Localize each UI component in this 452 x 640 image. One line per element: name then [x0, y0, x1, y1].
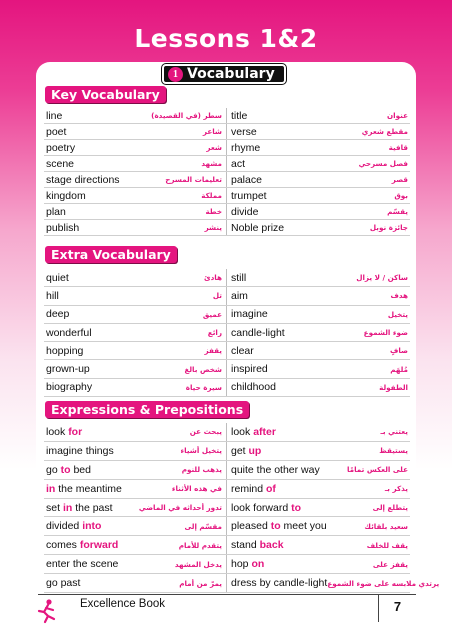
- english-term: line: [46, 109, 63, 122]
- arabic-translation: جائزة نوبل: [369, 223, 408, 232]
- table-row: [44, 287, 410, 305]
- arabic-translation: يتخيل: [387, 309, 408, 319]
- left-entry: [44, 287, 227, 304]
- expression-text: remind: [231, 482, 267, 495]
- left-entry: [44, 306, 227, 323]
- arabic-translation: هادئ: [204, 273, 222, 283]
- english-expression: [46, 539, 118, 551]
- expression-text: the meantime: [55, 482, 122, 495]
- table-row: [44, 172, 410, 188]
- arabic-translation: تعليمات المسرح: [165, 175, 222, 184]
- expression-text: pleased: [231, 520, 271, 533]
- arabic-translation: على العكس تمامًا: [346, 465, 408, 475]
- arabic-translation: تدور أحداثه في الماضي: [138, 503, 222, 512]
- right-entry: [227, 574, 440, 592]
- right-entry: [227, 220, 410, 235]
- preposition-highlight: in: [62, 501, 73, 514]
- arabic-translation: ضوء الشموع: [363, 328, 408, 338]
- preposition-highlight: to: [270, 520, 281, 533]
- right-entry: [227, 306, 410, 323]
- english-expression: [231, 464, 320, 476]
- right-entry: [227, 499, 410, 517]
- arabic-translation: فصل مسرحي: [358, 159, 408, 168]
- right-entry: [227, 269, 410, 286]
- left-entry: [44, 324, 227, 341]
- table-row: [44, 324, 410, 342]
- right-entry: [227, 124, 410, 139]
- english-expression: [46, 426, 82, 438]
- left-entry: [44, 156, 227, 171]
- table-row: [44, 574, 440, 593]
- english-expression: [231, 520, 327, 532]
- arabic-translation: رائع: [207, 328, 222, 338]
- preposition-highlight: for: [68, 425, 83, 438]
- english-term: poet: [46, 125, 67, 138]
- table-row: [44, 480, 410, 499]
- table-row: [44, 360, 410, 378]
- expression-text: divided: [46, 520, 83, 533]
- right-entry: [227, 360, 410, 377]
- english-expression: [46, 520, 101, 532]
- english-term: grown-up: [46, 363, 90, 376]
- expression-text: look: [46, 425, 69, 438]
- expression-text: look forward: [231, 501, 292, 514]
- table-row: [44, 306, 410, 324]
- left-entry: [44, 574, 227, 592]
- english-term: kingdom: [46, 189, 86, 202]
- arabic-translation: يتطلع إلى: [372, 503, 408, 512]
- english-expression: [46, 502, 113, 514]
- expression-text: dress by candle-light: [231, 577, 328, 590]
- expression-text: go: [46, 463, 61, 476]
- key-vocabulary-heading: Key Vocabulary: [45, 86, 166, 103]
- right-entry: [227, 108, 410, 123]
- table-row: [44, 108, 410, 124]
- right-entry: [227, 172, 410, 187]
- preposition-highlight: forward: [79, 539, 119, 552]
- right-entry: [227, 461, 410, 479]
- expression-text: look: [231, 425, 254, 438]
- english-expression: [231, 577, 327, 589]
- preposition-highlight: back: [259, 539, 284, 552]
- right-entry: [227, 536, 410, 554]
- vocabulary-banner: [162, 64, 286, 84]
- english-term: aim: [231, 289, 248, 302]
- expression-text: hop: [231, 558, 252, 571]
- table-row: [44, 269, 410, 287]
- table-row: [44, 156, 410, 172]
- left-entry: [44, 517, 227, 535]
- expression-text: meet you: [280, 520, 327, 533]
- arabic-translation: سيرة حياة: [185, 382, 222, 392]
- expression-text: imagine things: [46, 444, 114, 457]
- english-term: clear: [231, 344, 254, 357]
- left-entry: [44, 124, 227, 139]
- left-entry: [44, 461, 227, 479]
- arabic-translation: شخص بالغ: [184, 364, 222, 374]
- left-entry: [44, 108, 227, 123]
- english-term: quiet: [46, 271, 69, 284]
- key-vocabulary-table: [44, 108, 410, 236]
- table-row: [44, 220, 410, 236]
- left-entry: [44, 360, 227, 377]
- right-entry: [227, 555, 410, 573]
- english-expression: [231, 558, 264, 570]
- english-term: poetry: [46, 141, 76, 154]
- arabic-translation: يقسّم: [387, 207, 408, 216]
- arabic-translation: يمرّ من أمام: [179, 578, 222, 588]
- table-row: [44, 555, 410, 574]
- english-term: palace: [231, 173, 262, 186]
- arabic-translation: عميق: [202, 309, 222, 319]
- left-entry: [44, 220, 227, 235]
- table-row: [44, 499, 410, 518]
- arabic-translation: هدف: [390, 291, 408, 301]
- left-entry: [44, 423, 227, 441]
- english-term: publish: [46, 221, 80, 234]
- arabic-translation: يتقدم للأمام: [178, 540, 222, 550]
- arabic-translation: سطر (في القصيدة): [151, 111, 222, 120]
- left-entry: [44, 140, 227, 155]
- english-term: inspired: [231, 363, 268, 376]
- expression-text: comes: [46, 539, 80, 552]
- arabic-translation: تل: [212, 291, 222, 301]
- english-term: hopping: [46, 344, 84, 357]
- arabic-translation: في هذه الأثناء: [171, 484, 222, 494]
- english-term: scene: [46, 157, 75, 170]
- vocabulary-banner-label: Vocabulary: [187, 66, 275, 82]
- extra-vocabulary-heading: Extra Vocabulary: [45, 246, 177, 263]
- english-term: hill: [46, 289, 59, 302]
- arabic-translation: قافية: [388, 143, 408, 152]
- english-term: biography: [46, 381, 93, 394]
- table-row: [44, 442, 410, 461]
- left-entry: [44, 536, 227, 554]
- table-row: [44, 423, 410, 442]
- running-figure-icon: [36, 598, 58, 624]
- english-term: wonderful: [46, 326, 92, 339]
- expression-text: quite the other way: [231, 463, 320, 476]
- arabic-translation: يذكر بـ: [384, 484, 408, 494]
- left-entry: [44, 379, 227, 396]
- left-entry: [44, 480, 227, 498]
- english-term: candle-light: [231, 326, 285, 339]
- expression-text: go past: [46, 577, 81, 590]
- table-row: [44, 204, 410, 220]
- right-entry: [227, 379, 410, 396]
- left-entry: [44, 342, 227, 359]
- table-row: [44, 536, 410, 555]
- english-term: verse: [231, 125, 257, 138]
- english-expression: [46, 577, 80, 589]
- arabic-translation: شعر: [206, 143, 222, 152]
- expression-text: set: [46, 501, 63, 514]
- right-entry: [227, 188, 410, 203]
- right-entry: [227, 324, 410, 341]
- arabic-translation: يقفز: [204, 346, 222, 356]
- english-term: plan: [46, 205, 66, 218]
- page-title: Lessons 1&2: [134, 24, 318, 53]
- arabic-translation: يقف للخلف: [366, 540, 408, 550]
- table-row: [44, 188, 410, 204]
- english-expression: [46, 464, 91, 476]
- expressions-heading: Expressions & Prepositions: [45, 401, 249, 418]
- arabic-translation: مقسّم إلى: [184, 521, 222, 531]
- vocabulary-number-badge: 1: [168, 67, 183, 82]
- arabic-translation: قصر: [391, 175, 408, 184]
- english-expression: [231, 502, 301, 514]
- arabic-translation: يذهب للنوم: [181, 465, 222, 475]
- arabic-translation: مقطع شعري: [361, 127, 408, 136]
- preposition-highlight: to: [60, 463, 71, 476]
- expression-text: bed: [70, 463, 91, 476]
- left-entry: [44, 442, 227, 460]
- english-expression: [231, 539, 284, 551]
- arabic-translation: يتخيل أشياء: [180, 446, 222, 456]
- footer-book-name: Excellence Book: [80, 598, 166, 610]
- arabic-translation: يستيقظ: [379, 446, 408, 456]
- table-row: [44, 517, 410, 536]
- english-expression: [46, 558, 118, 570]
- arabic-translation: يرتدي ملابسه على ضوء الشموع: [327, 578, 440, 588]
- english-expression: [46, 445, 114, 457]
- preposition-highlight: on: [251, 558, 265, 571]
- right-entry: [227, 156, 410, 171]
- arabic-translation: عنوان: [387, 111, 408, 120]
- left-entry: [44, 555, 227, 573]
- table-row: [44, 379, 410, 397]
- arabic-translation: شاعر: [202, 127, 222, 136]
- table-row: [44, 342, 410, 360]
- right-entry: [227, 517, 410, 535]
- left-entry: [44, 172, 227, 187]
- expression-text: get: [231, 444, 249, 457]
- left-entry: [44, 499, 227, 517]
- arabic-translation: سعيد بلقائك: [364, 521, 408, 531]
- arabic-translation: خطة: [205, 207, 222, 216]
- expression-text: enter the scene: [46, 558, 119, 571]
- preposition-highlight: to: [291, 501, 302, 514]
- right-entry: [227, 140, 410, 155]
- left-entry: [44, 269, 227, 286]
- english-term: still: [231, 271, 247, 284]
- preposition-highlight: in: [46, 482, 56, 495]
- preposition-highlight: of: [266, 482, 276, 495]
- arabic-translation: يقفز على: [372, 559, 408, 569]
- english-term: deep: [46, 308, 70, 321]
- english-expression: [231, 483, 276, 495]
- english-term: rhyme: [231, 141, 261, 154]
- english-expression: [46, 483, 122, 495]
- arabic-translation: ينشر: [204, 223, 222, 232]
- right-entry: [227, 480, 410, 498]
- right-entry: [227, 423, 410, 441]
- expressions-table: [44, 423, 440, 593]
- table-row: [44, 140, 410, 156]
- arabic-translation: مشهد: [201, 159, 222, 168]
- english-expression: [231, 426, 276, 438]
- arabic-translation: صافٍ: [390, 346, 408, 356]
- english-term: act: [231, 157, 246, 170]
- english-term: imagine: [231, 308, 268, 321]
- arabic-translation: يدخل المشهد: [174, 559, 222, 569]
- english-term: childhood: [231, 381, 276, 394]
- arabic-translation: يعتني بـ: [380, 427, 408, 437]
- english-term: divide: [231, 205, 259, 218]
- right-entry: [227, 204, 410, 219]
- arabic-translation: مملكة: [201, 191, 222, 200]
- english-term: Noble prize: [231, 221, 285, 234]
- arabic-translation: بوق: [394, 191, 408, 200]
- right-entry: [227, 342, 410, 359]
- arabic-translation: يبحث عن: [189, 427, 222, 437]
- english-term: title: [231, 109, 248, 122]
- preposition-highlight: up: [248, 444, 262, 457]
- expression-text: the past: [72, 501, 113, 514]
- right-entry: [227, 442, 410, 460]
- left-entry: [44, 204, 227, 219]
- arabic-translation: ساكن / لا يزال: [356, 273, 408, 283]
- expression-text: stand: [231, 539, 260, 552]
- right-entry: [227, 287, 410, 304]
- arabic-translation: الطفولة: [379, 382, 408, 392]
- extra-vocabulary-table: [44, 269, 410, 397]
- page-number: 7: [378, 594, 416, 622]
- table-row: [44, 124, 410, 140]
- english-term: trumpet: [231, 189, 267, 202]
- table-row: [44, 461, 410, 480]
- preposition-highlight: into: [82, 520, 102, 533]
- english-expression: [231, 445, 261, 457]
- left-entry: [44, 188, 227, 203]
- arabic-translation: مُلهَم: [390, 364, 408, 374]
- preposition-highlight: after: [253, 425, 276, 438]
- english-term: stage directions: [46, 173, 120, 186]
